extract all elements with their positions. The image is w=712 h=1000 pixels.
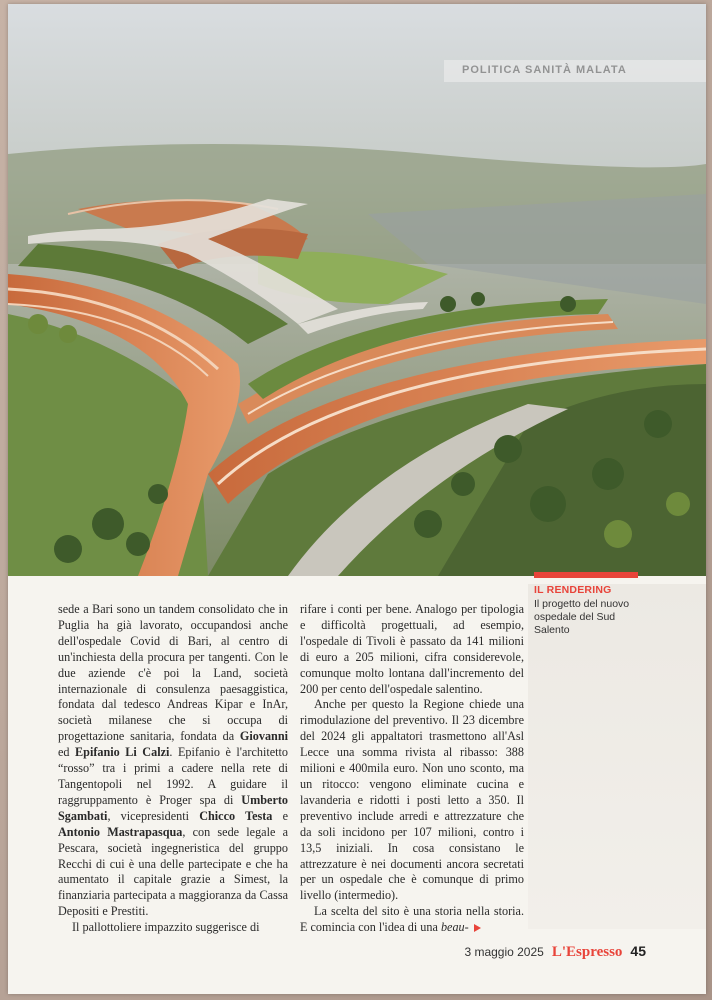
text-column-2 [300, 602, 524, 936]
caption-title: IL RENDERING [534, 584, 612, 596]
magazine-page [8, 4, 706, 994]
magazine-logo: L'Espresso [551, 944, 623, 960]
photo-caption [534, 572, 638, 637]
paragraph: sede a Bari sono un tandem consolidato che in Puglia ha già lavorato, occupandosi anche dell'ospedale Covid di Bari, al centro di un'inchiesta della procura per tangenti. Con le due aziende c'è poi la Land, società internazionale di consulenza paesaggistica, fondata dal tedesco Andreas Kipar e InAr, società milanese che si occupa di progettazione sanitaria, fondata da Giovanni ed Epifanio Li Calzi. Epifanio è l'architetto “rosso” tra i primi a cadere nella rete di Tangentopoli nel 1992. A guidare il raggruppamento è Proger spa di Umberto Sgambati, vicepresidenti Chicco Testa e Antonio Mastrapasqua, con sede legale a Pescara, società ingegneristica del gruppo Recchi di cui è una delle partecipate e che ha aumentato il capitale grazie a Simest, la finanziaria partecipata a maggioranza da Cassa Depositi e Prestiti. [58, 602, 289, 919]
caption-text: Il progetto del nuovo ospedale del Sud Salento [534, 598, 630, 636]
continue-arrow-icon [474, 924, 481, 932]
section-banner: POLITICA SANITÀ MALATA [444, 60, 706, 82]
text-column-1 [58, 602, 288, 936]
page-number: 45 [630, 943, 646, 959]
paragraph: Il pallottoliere impazzito suggerisce di [72, 920, 260, 935]
paragraph: rifare i conti per bene. Analogo per tipologia e difficoltà progettuali, ad esempio, l'ospedale di Tivoli è passato da 141 milioni di euro a 205 milioni, cifra considerevole, comunque molto lontana dall'incremento del 200 per cento dell'ospedale salentino. [300, 602, 524, 696]
caption-accent-bar [534, 572, 638, 578]
paragraph: Anche per questo la Regione chiede una rimodulazione del preventivo. Il 23 dicembre del 2024 gli appaltatori trasmettono all'Asl Lecce una somma rivista al ribasso: 388 milioni e 400mila euro. Non uno sconto, ma un ritocco: vengono eliminate cucina e lavanderia e ridotti i posti letto a 350. Il preventivo include arredi e attrezzature che da soli incidono per 107 milioni, contro i 13,5 iniziali. In cosa consistano le attrezzature è nei documenti ancora secretati per un ospedale che è comunque di primo livello (intermedio). [300, 697, 524, 903]
page-footer [464, 943, 646, 961]
paragraph: La scelta del sito è una storia nella storia. E comincia con l'idea di una beau- [300, 904, 524, 935]
issue-date: 3 maggio 2025 [464, 945, 544, 959]
hospital-rendering-photo [8, 4, 706, 576]
